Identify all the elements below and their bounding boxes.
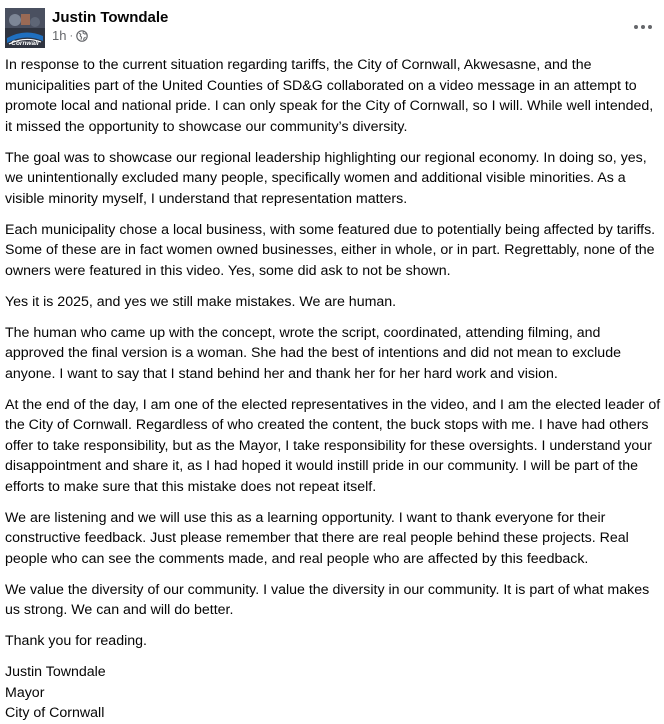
meta-separator: · — [69, 30, 74, 42]
signature-name: Justin Towndale — [5, 664, 106, 680]
post-timestamp[interactable]: 1h — [52, 28, 67, 43]
post-paragraph: We value the diversity of our community. I value the diversity in our community. It is part of what makes us strong. We can and will do better. — [5, 581, 650, 618]
signature-organization: City of Cornwall — [5, 705, 105, 721]
post-paragraph: Thank you for reading. — [5, 633, 147, 649]
post-paragraph: The goal was to showcase our regional leadership highlighting our regional economy. In doing so, yes, we unintentionally excluded many people, specifically women and additional visible minorities. As a visible minority myself, I understand that representation matters. — [5, 149, 647, 207]
post-paragraph: At the end of the day, I am one of the elected representatives in the video, and I am the elected leader of the City of Cornwall. Regardless of who created the content, the buck stops with me. I have had others offer to take responsibility, but as the Mayor, I take responsibility for these oversights. I understand your disappointment and share it, as I had hoped it would instill pride in our community. I will be part of the efforts to make sure that this mistake does not repeat itself. — [5, 396, 661, 495]
post-header — [0, 0, 664, 52]
globe-icon[interactable] — [76, 30, 88, 42]
cornwall-logo-icon — [5, 8, 45, 48]
post-paragraph: We are listening and we will use this as a learning opportunity. I want to thank everyone for their constructive feedback. Just please remember that there are real people behind these projects. Real people who can see the comments made, and real people who are affected by this feedback. — [5, 509, 629, 567]
post-paragraph: Each municipality chose a local business, with some featured due to potentially being affected by tariffs. Some of these are in fact women owned businesses, either in whole, or in part. Regrettably, none of the owners were featured in this video. Yes, some did ask to not be shown. — [5, 221, 656, 279]
avatar-logo-text: Cornwall — [11, 40, 39, 47]
author-name[interactable]: Justin Towndale — [52, 9, 169, 26]
post-text — [5, 55, 661, 724]
post-meta — [52, 28, 88, 44]
post-paragraph: The human who came up with the concept, wrote the script, coordinated, attending filming, and approved the final version is a woman. She had the best of intentions and did not mean to exclude anyone. I want to say that I stand behind her and thank her for her hard work and vision. — [5, 324, 621, 382]
more-horizontal-icon — [634, 25, 652, 29]
post-paragraph: Yes it is 2025, and yes we still make mistakes. We are human. — [5, 293, 397, 310]
avatar[interactable] — [5, 8, 45, 48]
post-paragraph: In response to the current situation regarding tariffs, the City of Cornwall, Akwesasne, and the municipalities part of the United Counties of SD&G collaborated on a video message in an attempt to promote local and national pride. I can only speak for the City of Cornwall, so I will. While well intended, it missed the opportunity to showcase our community’s diversity. — [5, 57, 654, 135]
post-options-button[interactable] — [628, 14, 658, 40]
signature-title: Mayor — [5, 684, 45, 701]
